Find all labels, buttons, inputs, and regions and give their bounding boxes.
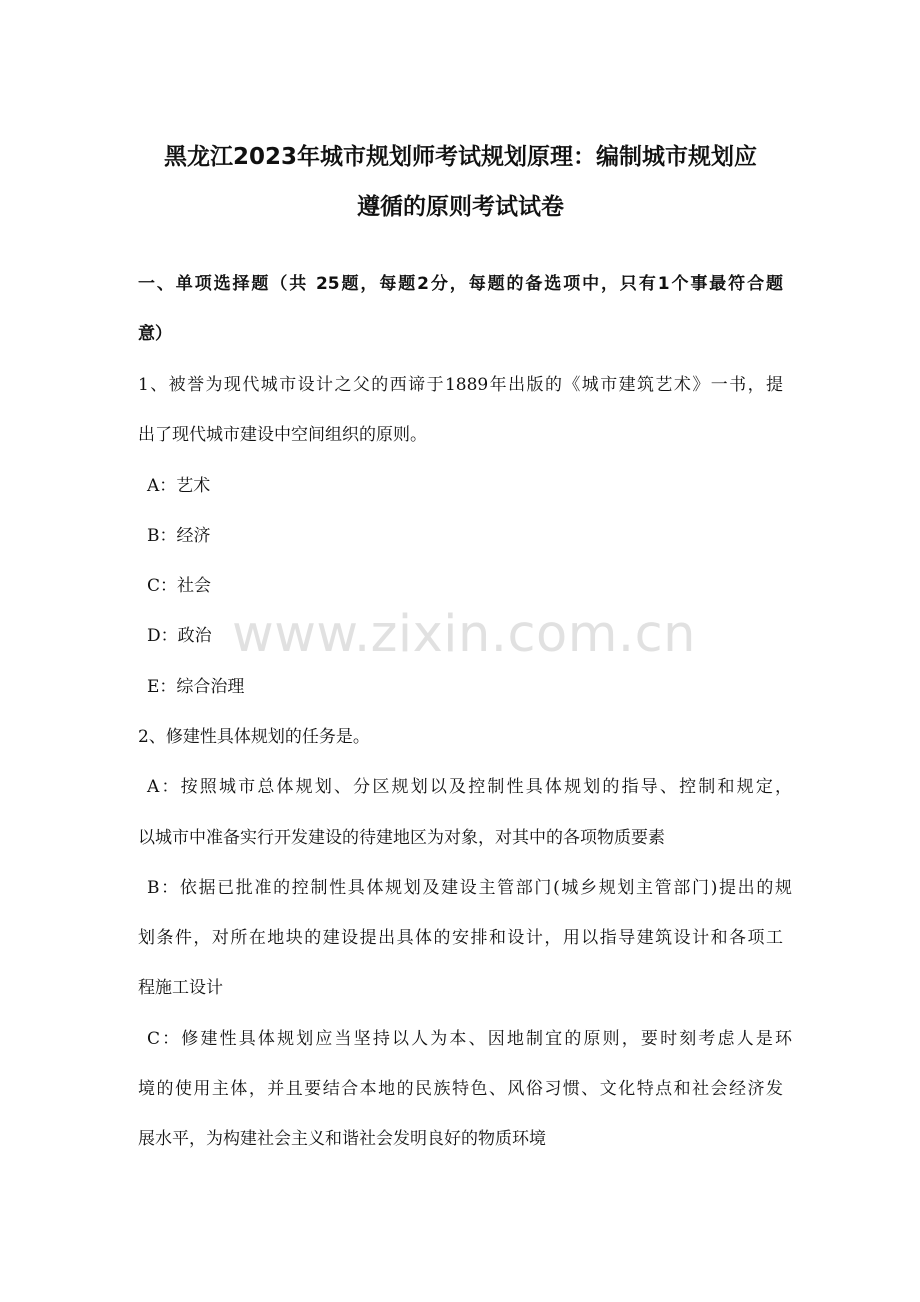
question-1-option-a: A：艺术 [147,476,211,496]
document-title-line-2: 遵循的原则考试试卷 [357,194,564,220]
question-2-option-b-line-3: 程施工设计 [138,978,223,998]
question-2-option-b-line-1: B：依据已批准的控制性具体规划及建设主管部门(城乡规划主管部门)提出的规 [147,878,792,898]
question-1-option-d: D：政治 [147,626,212,646]
question-1-option-e: E：综合治理 [147,677,245,697]
question-2-option-c-line-2: 境的使用主体，并且要结合本地的民族特色、风俗习惯、文化特点和社会经济发 [138,1079,783,1099]
question-2-option-a-line-1: A：按照城市总体规划、分区规划以及控制性具体规划的指导、控制和规定， [147,777,792,797]
question-2-option-b-line-2: 划条件，对所在地块的建设提出具体的安排和设计，用以指导建筑设计和各项工 [138,928,783,948]
question-1-option-c: C：社会 [147,576,212,596]
question-1-stem-line-2: 出了现代城市建设中空间组织的原则。 [138,425,427,445]
question-2-stem: 2、修建性具体规划的任务是。 [138,727,370,747]
watermark-text: www.zixin.com.cn [232,605,696,664]
question-1-stem-line-1: 1、被誉为现代城市设计之父的西谛于1889年出版的《城市建筑艺术》一书，提 [138,375,783,395]
document-title-line-1: 黑龙江2023年城市规划师考试规划原理：编制城市规划应 [163,144,757,170]
document-page [138,0,792,1302]
section-heading-line-2: 意） [138,324,172,344]
question-2-option-c-line-1: C：修建性具体规划应当坚持以人为本、因地制宜的原则，要时刻考虑人是环 [147,1029,792,1049]
section-heading-line-1: 一、单项选择题（共 25题，每题2分，每题的备选项中，只有1个事最符合题 [138,274,783,294]
question-2-option-a-line-2: 以城市中准备实行开发建设的待建地区为对象，对其中的各项物质要素 [138,828,665,848]
question-2-option-c-line-3: 展水平，为构建社会主义和谐社会发明良好的物质环境 [138,1129,546,1149]
question-1-option-b: B：经济 [147,526,211,546]
